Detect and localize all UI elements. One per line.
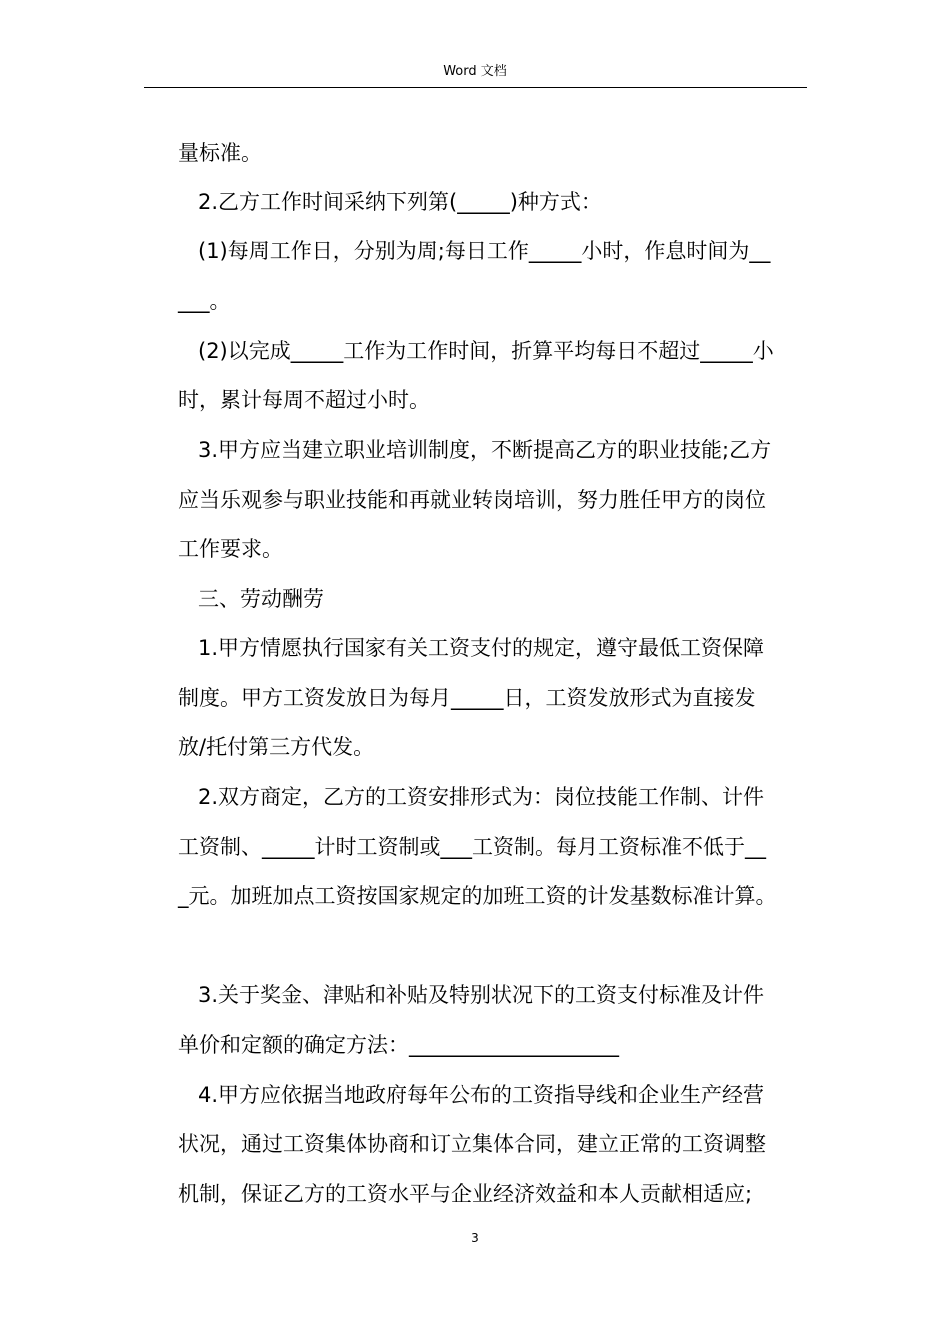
text-line-17: 3.关于奖金、津贴和补贴及特别状况下的工资支付标准及计件 — [198, 983, 765, 1007]
text-line-21: 机制，保证乙方的工资水平与企业经济效益和本人贡献相适应; — [178, 1182, 753, 1206]
text-line-5: (2)以完成_____工作为工作时间，折算平均每日不超过_____小 — [198, 339, 774, 363]
text-line-9: 工作要求。 — [178, 537, 283, 561]
header-rule — [144, 87, 807, 88]
text-line-1: 量标准。 — [178, 141, 262, 165]
text-line-20: 状况，通过工资集体协商和订立集体合同，建立正常的工资调整 — [178, 1132, 766, 1156]
text-line-15: 工资制、_____计时工资制或___工资制。每月工资标准不低于__ — [178, 835, 766, 859]
text-line-2: 2.乙方工作时间采纳下列第(_____)种方式： — [198, 190, 602, 214]
text-line-19: 4.甲方应依据当地政府每年公布的工资指导线和企业生产经营 — [198, 1083, 765, 1107]
text-line-4: ___。 — [178, 289, 231, 313]
text-line-6: 时，累计每周不超过小时。 — [178, 388, 430, 412]
page-header: Word 文档 — [443, 64, 507, 79]
text-line-12: 制度。甲方工资发放日为每月_____日，工资发放形式为直接发 — [178, 686, 756, 710]
text-line-7: 3.甲方应当建立职业培训制度，不断提高乙方的职业技能;乙方 — [198, 438, 772, 462]
page-number: 3 — [471, 1231, 479, 1245]
text-line-18: 单价和定额的确定方法：____________________ — [178, 1033, 619, 1057]
text-line-3: (1)每周工作日，分别为周;每日工作_____小时，作息时间为__ — [198, 239, 771, 263]
text-line-14: 2.双方商定，乙方的工资安排形式为：岗位技能工作制、计件 — [198, 785, 765, 809]
text-line-16: _元。加班加点工资按国家规定的加班工资的计发基数标准计算。 — [178, 884, 777, 908]
section-heading: 三、劳动酬劳 — [198, 587, 324, 611]
text-line-11: 1.甲方情愿执行国家有关工资支付的规定，遵守最低工资保障 — [198, 636, 765, 660]
text-line-8: 应当乐观参与职业技能和再就业转岗培训，努力胜任甲方的岗位 — [178, 488, 766, 512]
text-line-13: 放/托付第三方代发。 — [178, 735, 375, 759]
